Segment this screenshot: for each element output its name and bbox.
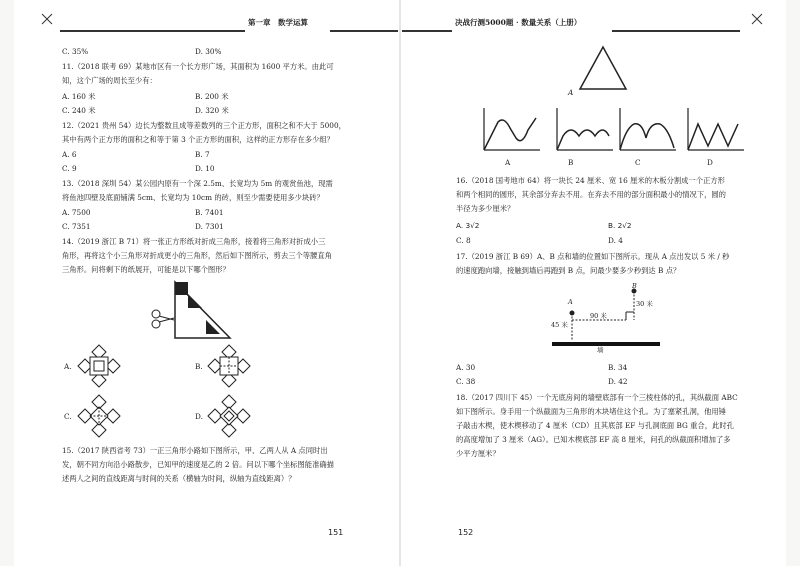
book-title-header: 决战行测5000题 · 数量关系（上册） bbox=[455, 18, 582, 27]
header-rule-left-end bbox=[330, 30, 398, 32]
q17-line: 17.（2019 浙江 B 69）A、B 点和墙的位置如下图所示。现从 A 点出发以 5 米 / 秒 bbox=[456, 252, 730, 261]
q16-line: 半径为多少厘米？ bbox=[456, 204, 515, 213]
q12-option-c: C. 9 bbox=[62, 164, 77, 173]
q14-line: 角形，再将这个小三角形对折成更小的三角形，然后如下图所示，剪去三个等腰直角 bbox=[62, 251, 332, 260]
q17-label-a: A bbox=[568, 298, 573, 306]
q17-dist-90: 90 米 bbox=[590, 312, 607, 320]
q15-line: 述两人之间的直线距离与时间的关系（横轴为时间，纵轴为直线距离）？ bbox=[62, 474, 296, 483]
q14-option-b: B. bbox=[195, 362, 203, 371]
q10-option-c: C. 35% bbox=[62, 47, 89, 56]
q12-option-a: A. 6 bbox=[62, 150, 77, 159]
q12-line: 其中有两个正方形的面积之和等于第 3 个正方形的面积，这样的正方形存在多少组？ bbox=[62, 135, 334, 144]
q13-option-c: C. 7351 bbox=[62, 222, 91, 231]
q18-line: 子敲击木楔，使木楔移动了 4 厘米（CD）且其底部 EF 与孔洞底面 BG 重合，此时孔 bbox=[456, 421, 734, 430]
q11-option-d: D. 320 米 bbox=[195, 106, 229, 115]
q15-line: 15.（2017 陕西省考 73）一正三角形小路如下图所示，甲、乙两人从 A 点同时出 bbox=[62, 446, 328, 455]
q15-graph-a bbox=[480, 108, 542, 154]
q14-line: 三角形。问将剩下的纸展开，可能是以下哪个图形？ bbox=[62, 265, 230, 274]
q15-option-d: D bbox=[707, 158, 713, 167]
scissors-icon bbox=[152, 310, 174, 328]
q18-line: 的高度增加了 3 厘米（AG）。已知木楔底部 EF 高 8 厘米，问孔的纵截面积增加了多 bbox=[456, 435, 731, 444]
q12-line: 12.（2021 贵州 54）边长为整数且成等差数列的三个正方形，面积之和不大于 5000， bbox=[62, 121, 346, 130]
q15-graph-c bbox=[616, 108, 678, 154]
q17-option-b: B. 34 bbox=[608, 363, 628, 372]
q14-option-b-figure bbox=[206, 343, 252, 389]
q18-line: 如下图所示。身手用一个纵截面为三角形的木块堵住这个孔。为了塞紧孔洞，他用锤 bbox=[456, 407, 726, 416]
q17-option-c: C. 38 bbox=[456, 377, 476, 386]
q17-option-d: D. 42 bbox=[608, 377, 628, 386]
q16-option-d: D. 4 bbox=[608, 236, 623, 245]
q13-line: 将鱼池四壁及底面铺满 5cm、长宽均为 10cm 的砖，则至少需要使用多少块砖？ bbox=[62, 193, 324, 202]
q18-line: 18.（2017 四川下 45）一个无底房间的墙壁底部有一个三棱柱体的孔，其纵截面 ABC bbox=[456, 393, 738, 402]
q14-option-d-figure bbox=[206, 393, 252, 439]
q15-option-a: A bbox=[505, 158, 511, 167]
crop-mark-icon bbox=[42, 14, 52, 24]
q11-option-c: C. 240 米 bbox=[62, 106, 96, 115]
q17-label-b: B bbox=[632, 282, 637, 290]
equilateral-triangle-figure bbox=[578, 45, 628, 93]
q15-option-c: C bbox=[635, 158, 641, 167]
chapter-header: 第一章 数学运算 bbox=[248, 18, 308, 27]
q10-option-d: D. 30% bbox=[195, 47, 222, 56]
q17-wall-label: 墙 bbox=[597, 346, 604, 354]
q15-line: 发，朝不同方向沿小路散步，已知甲的速度是乙的 2 倍。问以下哪个坐标图能准确描 bbox=[62, 460, 334, 469]
q15-graph-d bbox=[684, 108, 746, 154]
q16-line: 16.（2018 国考地市 64）将一块长 24 厘米、宽 16 厘米的木板分割成一个正方形 bbox=[456, 176, 725, 185]
book-gutter bbox=[399, 0, 401, 566]
q14-option-d: D. bbox=[195, 412, 203, 421]
q11-line: 11.（2018 联考 69）某地市区有一个长方形广场，其面积为 1600 平方米。由此可 bbox=[62, 62, 334, 71]
q14-line: 14.（2019 浙江 B 71）将一张正方形纸对折成三角形，接着将三角形对折成小三 bbox=[62, 237, 326, 246]
q16-option-c: C. 8 bbox=[456, 236, 471, 245]
q16-option-a: A. 3√2 bbox=[456, 221, 480, 230]
q13-option-a: A. 7500 bbox=[62, 208, 91, 217]
q15-option-b: B bbox=[568, 158, 574, 167]
q14-option-a-figure bbox=[76, 343, 122, 389]
header-rule-right-end bbox=[612, 30, 740, 32]
q16-line: 和两个相同的圆形，其余部分弃去不用。在弃去不用的部分面积最小的情况下，圆的 bbox=[456, 190, 726, 199]
crop-mark-icon bbox=[752, 14, 762, 24]
triangle-label-a: A bbox=[568, 88, 574, 97]
page-number-left: 151 bbox=[328, 528, 344, 537]
q11-option-a: A. 160 米 bbox=[62, 92, 96, 101]
q14-option-a: A. bbox=[64, 362, 72, 371]
q11-line: 知，这个广场的周长至少有： bbox=[62, 76, 157, 85]
q15-graph-b bbox=[553, 108, 615, 154]
q17-dist-45: 45 米 bbox=[551, 321, 568, 329]
q13-option-b: B. 7401 bbox=[195, 208, 224, 217]
q16-option-b: B. 2√2 bbox=[608, 221, 632, 230]
header-rule-left bbox=[60, 30, 245, 32]
q12-option-d: D. 10 bbox=[195, 164, 215, 173]
q13-line: 13.（2018 深圳 54）某公园内原有一个深 2.5m、长宽均为 5m 的观赏鱼池，现需 bbox=[62, 179, 333, 188]
page-number-right: 152 bbox=[458, 528, 474, 537]
q17-dist-30: 30 米 bbox=[636, 300, 653, 308]
q18-line: 少平方厘米？ bbox=[456, 449, 500, 458]
q17-line: 的速度跑向墙，接触到墙后再跑到 B 点，问最少要多少秒到达 B 点？ bbox=[456, 266, 681, 275]
q11-option-b: B. 200 米 bbox=[195, 92, 229, 101]
folded-paper-figure bbox=[150, 280, 240, 345]
q13-option-d: D. 7301 bbox=[195, 222, 224, 231]
q12-option-b: B. 7 bbox=[195, 150, 210, 159]
q14-option-c: C. bbox=[64, 412, 72, 421]
q14-option-c-figure bbox=[76, 393, 122, 439]
q17-option-a: A. 30 bbox=[456, 363, 476, 372]
header-rule-right bbox=[402, 30, 452, 32]
